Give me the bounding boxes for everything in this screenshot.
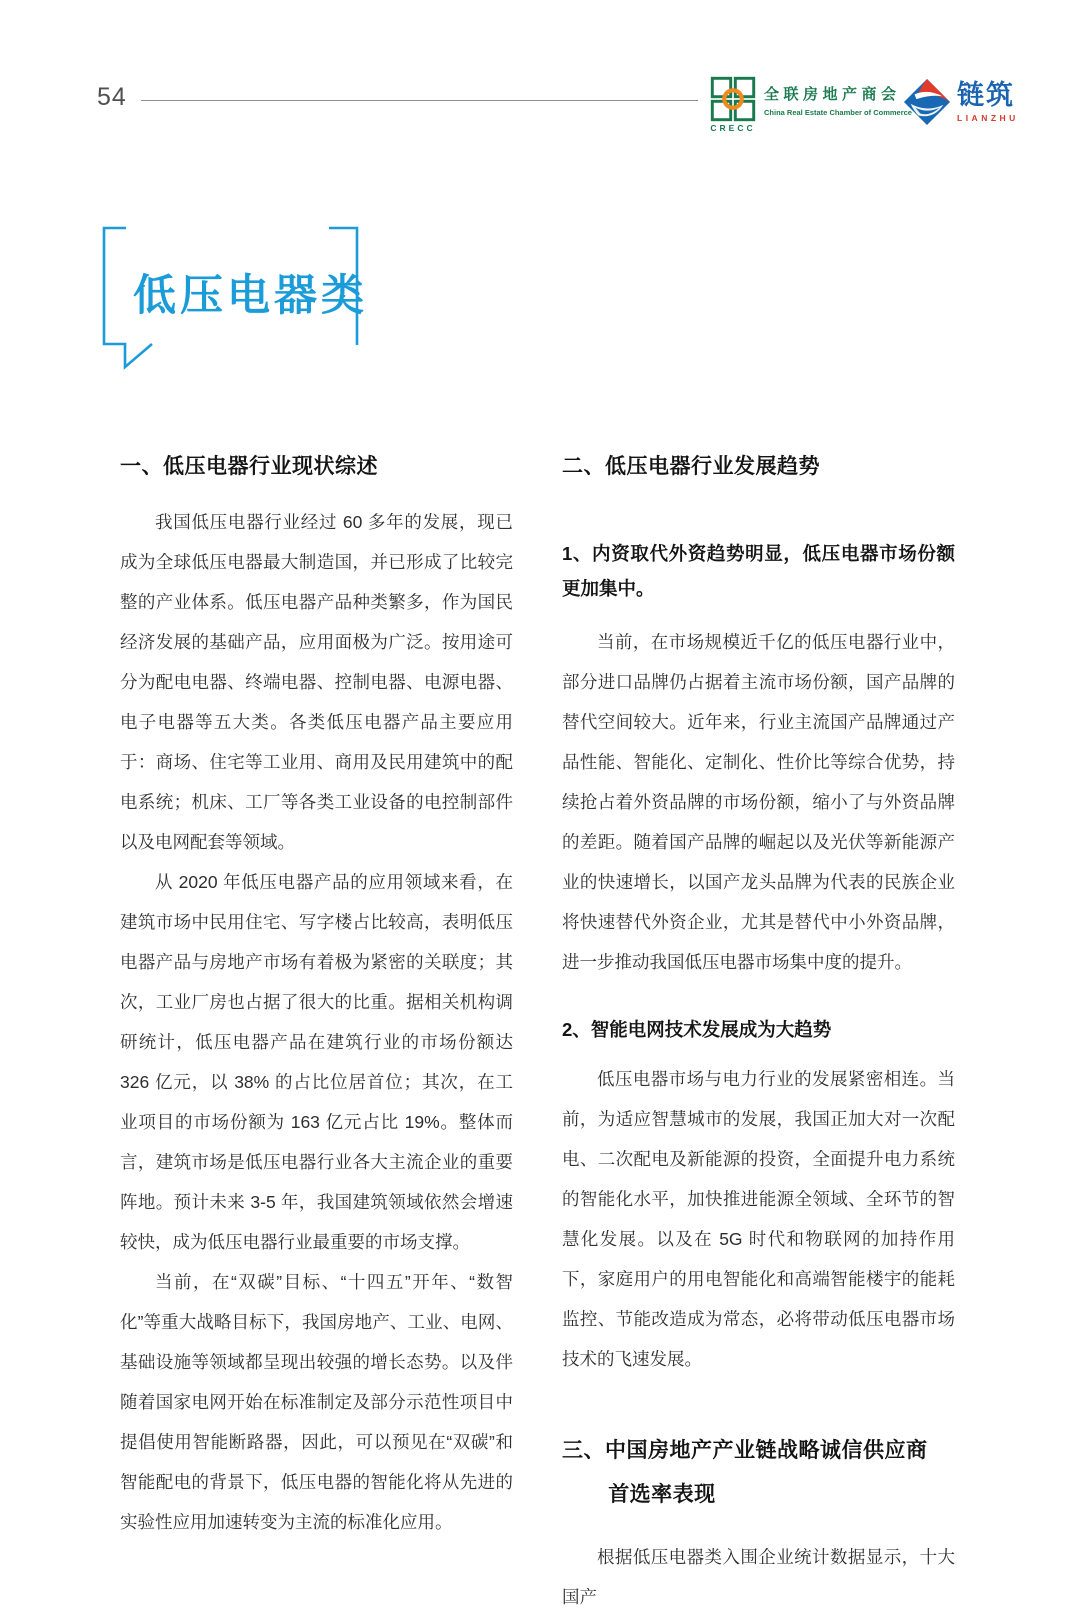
lianzhu-logo-icon [903, 78, 951, 126]
left-column [120, 452, 513, 1542]
page-number: 54 [97, 83, 127, 111]
section2-paragraph-2: 低压电器市场与电力行业的发展紧密相连。当前，为适应智慧城市的发展，我国正加大对一次配电、二次配电及新能源的投资，全面提升电力系统的智能化水平，加快推进能源全领域、全环节的智慧化发展。以及在 5G 时代和物联网的加持作用下，家庭用户的用电智能化和高端智能楼宇的能耗监控、节能改造成为常态，必将带动低压电器市场技术的飞速发展。 [562, 1069, 955, 1369]
section2-subheading-1: 1、内资取代外资趋势明显，低压电器市场份额更加集中。 [562, 543, 955, 599]
section2-paragraph-1: 当前，在市场规模近千亿的低压电器行业中，部分进口品牌仍占据着主流市场份额，国产品牌的替代空间较大。近年来，行业主流国产品牌通过产品性能、智能化、定制化、性价比等综合优势，持续抢占着外资品牌的市场份额，缩小了与外资品牌的差距。随着国产品牌的崛起以及光伏等新能源产业的快速增长，以国产龙头品牌为代表的民族企业将快速替代外资企业，尤其是替代中小外资品牌，进一步推动我国低压电器市场集中度的提升。 [562, 632, 955, 972]
section1-paragraph-3: 当前，在“双碳”目标、“十四五”开年、“数智化”等重大战略目标下，我国房地产、工业、电网、基础设施等领域都呈现出较强的增长态势。以及伴随着国家电网开始在标准制定及部分示范性项目中提倡使用智能断路器，因此，可以预见在“双碳”和智能配电的背景下，低压电器的智能化将从先进的实验性应用加速转变为主流的标准化应用。 [120, 1272, 513, 1532]
crecc-name-cn: 全联房地产商会 [764, 86, 901, 103]
lianzhu-name-cn: 链筑 [957, 79, 1015, 110]
section1-paragraph-1: 我国低压电器行业经过 60 多年的发展，现已成为全球低压电器最大制造国，并已形成了比较完整的产业体系。低压电器产品种类繁多，作为国民经济发展的基础产品，应用面极为广泛。按用途可分为配电电器、终端电器、控制电器、电源电器、电子电器等五大类。各类低压电器产品主要应用于：商场、住宅等工业用、商用及民用建筑中的配电系统；机床、工厂等各类工业设备的电控制部件以及电网配套等领域。 [120, 512, 513, 852]
section1-heading: 一、低压电器行业现状综述 [120, 455, 378, 478]
lianzhu-name-en: LIANZHU [957, 112, 1019, 123]
section3-heading: 三、中国房地产产业链战略诚信供应商 首选率表现 [562, 1439, 928, 1506]
chapter-title: 低压电器类 [133, 272, 368, 320]
crecc-logo [710, 76, 912, 133]
lianzhu-logo [903, 78, 1019, 126]
section2-heading: 二、低压电器行业发展趋势 [562, 455, 820, 478]
section1-paragraph-2: 从 2020 年低压电器产品的应用领域来看，在建筑市场中民用住宅、写字楼占比较高，表明低压电器产品与房地产市场有着极为紧密的关联度；其次，工业厂房也占据了很大的比重。据相关机构调研统计，低压电器产品在建筑行业的市场份额达 326 亿元，以 38% 的占比位居首位；其次，在工业项目的市场份额为 163 亿元占比 19%。整体而言，建筑市场是低压电器行业各大主流企业的重要阵地。预计未来 3-5 年，我国建筑领域依然会增速较快，成为低压电器行业最重要的市场支撑。 [120, 872, 513, 1252]
header-divider-line [141, 100, 698, 101]
crecc-name-en: China Real Estate Chamber of Commerce [764, 108, 912, 117]
section3-paragraph-1: 根据低压电器类入围企业统计数据显示，十大国产 [562, 1547, 955, 1607]
right-column [562, 452, 955, 1617]
section2-subheading-2: 2、智能电网技术发展成为大趋势 [562, 1019, 832, 1040]
crecc-abbr: CRECC [710, 123, 756, 133]
crecc-logo-icon [710, 76, 756, 122]
